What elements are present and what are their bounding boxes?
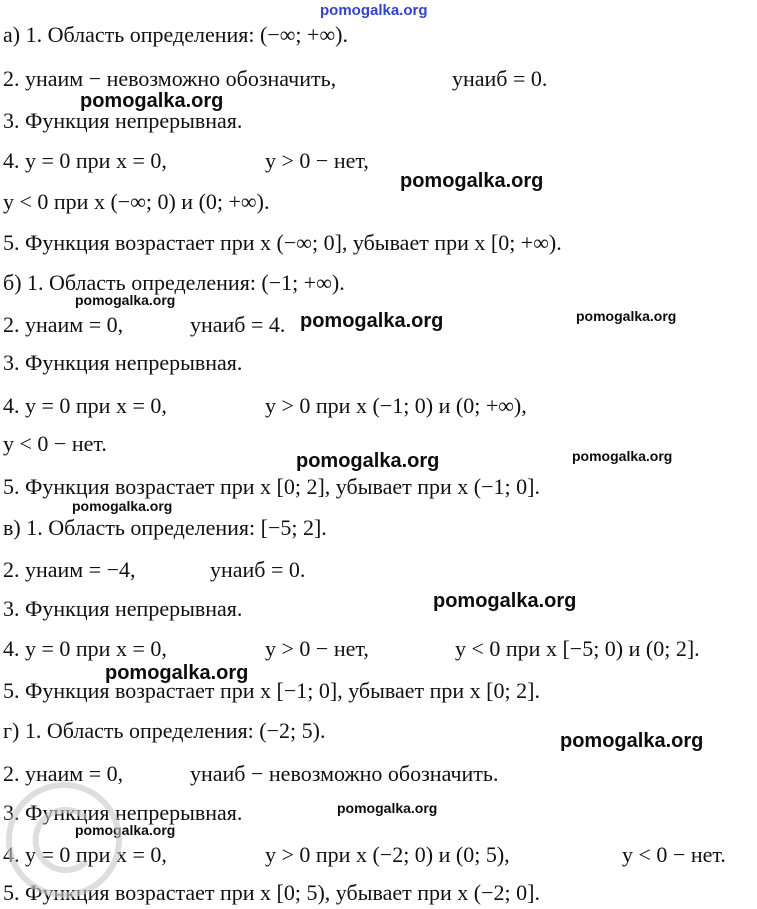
copyright-icon <box>4 770 134 905</box>
b-line-4b: y < 0 − нет. <box>3 431 107 456</box>
b-line-1: б) 1. Область определения: (−1; +∞). <box>3 270 345 295</box>
a-line-1: а) 1. Область определения: (−∞; +∞). <box>3 22 348 47</box>
v-line-4-right: y < 0 при x [−5; 0) и (0; 2]. <box>455 636 700 661</box>
watermark: pomogalka.org <box>75 822 176 838</box>
a-line-2-left: 2. yнаим − невозможно обозначить, <box>3 66 337 91</box>
g-line-4-left: 4. y = 0 при x = 0, <box>3 842 167 867</box>
watermark: pomogalka.org <box>75 292 176 308</box>
a-line-4b: y < 0 при x (−∞; 0) и (0; +∞). <box>3 189 270 214</box>
v-line-4-mid: y > 0 − нет, <box>265 636 369 661</box>
a-line-2-right: yнаиб = 0. <box>452 66 548 91</box>
watermark: pomogalka.org <box>337 800 438 816</box>
watermark-top: pomogalka.org <box>320 2 428 19</box>
g-line-2-left: 2. yнаим = 0, <box>3 761 124 786</box>
v-line-2-right: yнаиб = 0. <box>210 557 306 582</box>
b-line-4-right: y > 0 при x (−1; 0) и (0; +∞), <box>265 393 527 418</box>
a-line-4-left: 4. y = 0 при x = 0, <box>3 148 167 173</box>
g-line-5: 5. Функция возрастает при x [0; 5), убывает при x (−2; 0]. <box>3 880 540 905</box>
watermark: pomogalka.org <box>300 310 444 332</box>
watermark: pomogalka.org <box>72 498 173 514</box>
g-line-1: г) 1. Область определения: (−2; 5). <box>3 718 326 743</box>
watermark: pomogalka.org <box>105 662 249 684</box>
watermark: pomogalka.org <box>433 590 577 612</box>
a-line-5: 5. Функция возрастает при x (−∞; 0], убывает при x [0; +∞). <box>3 230 562 255</box>
watermark: pomogalka.org <box>400 170 544 192</box>
g-line-3: 3. Функция непрерывная. <box>3 800 243 825</box>
a-line-4-right: y > 0 − нет, <box>265 148 369 173</box>
g-line-4-right: y < 0 − нет. <box>622 842 726 867</box>
b-line-5: 5. Функция возрастает при x [0; 2], убывает при x (−1; 0]. <box>3 474 540 499</box>
watermark: pomogalka.org <box>560 730 704 752</box>
watermark: pomogalka.org <box>296 450 440 472</box>
v-line-4-left: 4. y = 0 при x = 0, <box>3 636 167 661</box>
b-line-2-right: yнаиб = 4. <box>190 312 286 337</box>
g-line-4-mid: y > 0 при x (−2; 0) и (0; 5), <box>265 842 510 867</box>
v-line-2-left: 2. yнаим = −4, <box>3 557 136 582</box>
b-line-2-left: 2. yнаим = 0, <box>3 312 124 337</box>
watermark: pomogalka.org <box>576 308 677 324</box>
watermark: pomogalka.org <box>572 448 673 464</box>
v-line-1: в) 1. Область определения: [−5; 2]. <box>3 515 327 540</box>
v-line-5: 5. Функция возрастает при x [−1; 0], убывает при x [0; 2]. <box>3 678 540 703</box>
v-line-3: 3. Функция непрерывная. <box>3 596 243 621</box>
watermark: pomogalka.org <box>80 90 224 112</box>
b-line-4-left: 4. y = 0 при x = 0, <box>3 393 167 418</box>
b-line-3: 3. Функция непрерывная. <box>3 350 243 375</box>
a-line-3: 3. Функция непрерывная. <box>3 108 243 133</box>
g-line-2-right: yнаиб − невозможно обозначить. <box>190 761 499 786</box>
